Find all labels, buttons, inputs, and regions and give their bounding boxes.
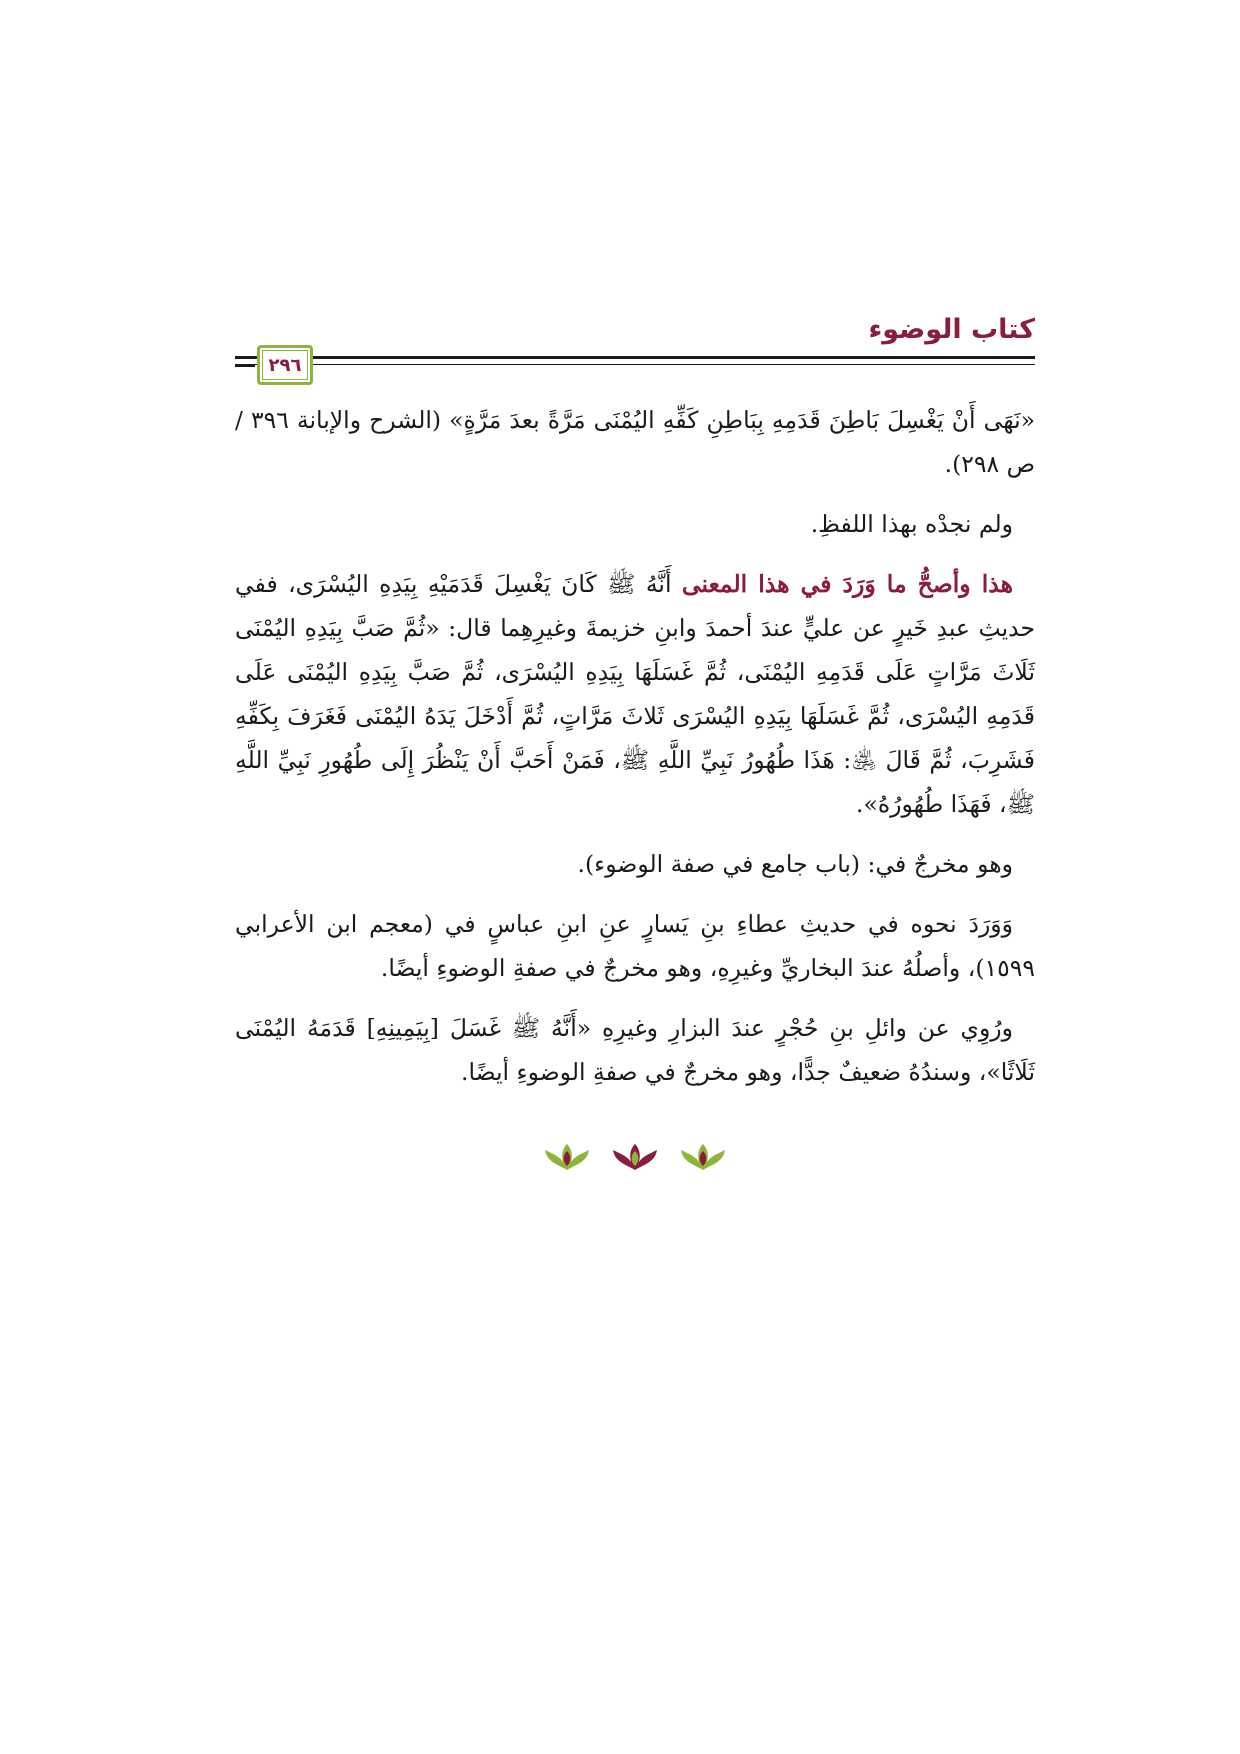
paragraph-ibn-abbas: وَوَرَدَ نحوه في حديثِ عطاءِ بنِ يَسارٍ عنِ ابنِ عباسٍ في (معجم ابن الأعرابي ١٥٩٩)، وأصلُهُ عندَ البخاريِّ وغيرِهِ، وهو مخرجٌ في صفةِ الوضوءِ أيضًا.: [235, 910, 1035, 982]
header-rule-thin: [235, 364, 1035, 365]
page-number: ٢٩٦: [268, 354, 302, 376]
book-title: كتاب الوضوء: [868, 314, 1035, 345]
paragraph-text: أَنَّهُ ﷺ كَانَ يَغْسِلَ قَدَمَيْهِ بِيَدِهِ اليُسْرَى، ففي حديثِ عبدِ خَيرٍ عن عليٍّ عندَ أحمدَ وابنِ خزيمةَ وغيرِهِما قال: «ثُمَّ صَبَّ بِيَدِهِ اليُمْنَى ثَلَاثَ مَرَّاتٍ عَلَى قَدَمِهِ اليُمْنَى، ثُمَّ غَسَلَهَا بِيَدِهِ اليُسْرَى، ثُمَّ صَبَّ بِيَدِهِ اليُمْنَى عَلَى قَدَمِهِ اليُسْرَى، ثُمَّ غَسَلَهَا بِيَدِهِ اليُسْرَى ثَلاثَ مَرَّاتٍ، ثُمَّ أَدْخَلَ يَدَهُ اليُمْنَى فَغَرَفَ بِكَفِّهِ فَشَرِبَ، ثُمَّ قَالَ ﵁: هَذَا طُهُورُ نَبِيِّ اللَّهِ ﷺ، فَمَنْ أَحَبَّ أَنْ يَنْظُرَ إِلَى طُهُورِ نَبِيِّ اللَّهِ ﷺ، فَهَذَا طُهُورُهُ».: [235, 570, 1035, 818]
paragraph-main-hadith: [235, 562, 1035, 826]
page-body: [235, 398, 1035, 1094]
paragraph-quote-continuation: «نَهَى أَنْ يَغْسِلَ بَاطِنَ قَدَمِهِ بِبَاطِنِ كَفِّهِ اليُمْنَى مَرَّةً بعدَ مَرَّةٍ» (الشرح والإبانة ٣٩٦ / ص ٢٩٨).: [235, 406, 1035, 478]
header-left-rule: [235, 356, 255, 358]
header-left-rule: [235, 365, 255, 367]
page-header: [235, 310, 1035, 388]
paragraph-wail: ورُوِي عن وائلِ بنِ حُجْرٍ عندَ البزارِ وغيرِهِ «أَنَّهُ ﷺ غَسَلَ [بِيَمِينِهِ] قَدَمَهُ اليُمْنَى ثَلَاثًا»، وسندُهُ ضعيفٌ جدًّا، وهو مخرجٌ في صفةِ الوضوءِ أيضًا.: [235, 1014, 1035, 1086]
header-rule-thick: [235, 356, 1035, 359]
page-number-frame: [257, 345, 313, 385]
book-page: [235, 310, 1035, 1172]
highlighted-heading-text: هذا وأصحُّ ما وَرَدَ في هذا المعنى: [681, 570, 1013, 598]
floral-ornament-icon: [611, 1142, 659, 1172]
floral-ornament-icon: [679, 1142, 727, 1172]
paragraph-reference: وهو مخرجٌ في: (باب جامع في صفة الوضوء).: [577, 850, 1013, 878]
section-end-ornament: [235, 1142, 1035, 1172]
floral-ornament-icon: [543, 1142, 591, 1172]
paragraph-note: ولم نجدْه بهذا اللفظِ.: [810, 510, 1013, 538]
